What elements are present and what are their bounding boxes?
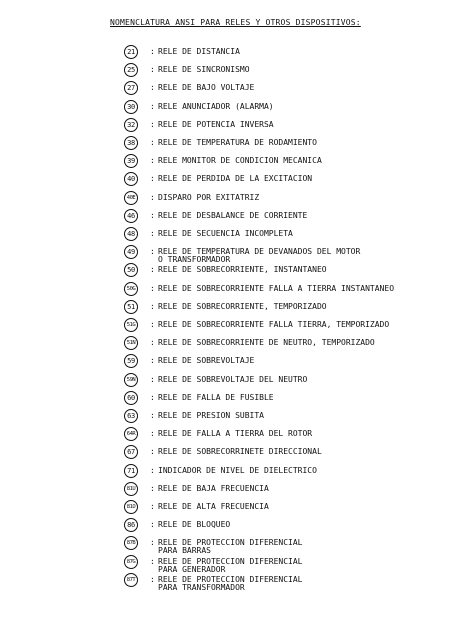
- relay-list-item: [0, 81, 474, 99]
- device-description: RELE DE SOBRECORRIENTE FALLA TIERRA, TEMPORIZADO: [158, 320, 390, 329]
- relay-list-item: [0, 336, 474, 354]
- device-description: RELE DE PROTECCION DIFERENCIAL: [158, 538, 303, 548]
- device-number-circle: 50G: [124, 282, 138, 296]
- device-description: RELE DE SOBRECORRIENTE, INSTANTANEO: [158, 265, 327, 275]
- device-number-circle: 81U: [124, 482, 138, 496]
- device-description: RELE ANUNCIADOR (ALARMA): [158, 101, 274, 111]
- relay-list-item: [0, 263, 474, 281]
- relay-list-item: [0, 427, 474, 445]
- relay-list-item: [0, 245, 474, 263]
- device-number-circle: 39: [124, 154, 138, 168]
- separator-colon: :: [150, 229, 155, 238]
- device-description: RELE DE SOBRECORRIENTE FALLA A TIERRA INSTANTANEO: [158, 283, 395, 293]
- device-number-circle: 81O: [124, 500, 138, 514]
- separator-colon: :: [150, 320, 155, 329]
- device-description: RELE DE FALLA A TIERRA DEL ROTOR: [158, 429, 313, 439]
- separator-colon: :: [150, 574, 155, 584]
- separator-colon: :: [150, 156, 155, 166]
- relay-list-item: [0, 482, 474, 500]
- separator-colon: :: [150, 374, 155, 384]
- relay-list-item: [0, 500, 474, 518]
- separator-colon: :: [150, 520, 155, 530]
- device-description: DISPARO POR EXITATRIZ: [158, 192, 260, 202]
- device-description-continued: O TRANSFORMADOR: [158, 255, 231, 265]
- separator-colon: :: [150, 192, 155, 202]
- relay-list-item: [0, 191, 474, 209]
- device-number-circle: 21: [124, 45, 138, 59]
- relay-list-item: [0, 318, 474, 336]
- device-description: RELE DE PROTECCION DIFERENCIAL: [158, 574, 303, 584]
- device-description: RELE DE BAJA FRECUENCIA: [158, 483, 269, 493]
- separator-colon: :: [150, 210, 155, 220]
- separator-colon: :: [150, 356, 155, 366]
- device-description: RELE DE SECUENCIA INCOMPLETA: [158, 229, 293, 238]
- device-description: RELE DE PROTECCION DIFERENCIAL: [158, 556, 303, 566]
- relay-list-item: [0, 136, 474, 154]
- device-number-circle: 64R: [124, 427, 138, 441]
- separator-colon: :: [150, 301, 155, 311]
- separator-colon: :: [150, 556, 155, 566]
- device-description: RELE DE PERDIDA DE LA EXCITACION: [158, 174, 313, 184]
- device-description-continued: PARA GENERADOR: [158, 564, 226, 574]
- device-description-continued: PARA BARRAS: [158, 546, 211, 556]
- device-description: RELE MONITOR DE CONDICION MECANICA: [158, 156, 322, 166]
- device-description: RELE DE DISTANCIA: [158, 47, 240, 56]
- separator-colon: :: [150, 465, 155, 475]
- separator-colon: :: [150, 247, 155, 257]
- device-number-circle: 51N: [124, 336, 138, 350]
- relay-list-item: [0, 300, 474, 318]
- document-title: NOMENCLATURA ANSI PARA RELES Y OTROS DISPOSITIVOS:: [110, 18, 361, 27]
- device-description-continued: PARA TRANSFORMADOR: [158, 582, 245, 592]
- device-number-circle: 46: [124, 209, 138, 223]
- device-description: RELE DE FALLA DE FUSIBLE: [158, 392, 274, 402]
- relay-list-item: [0, 373, 474, 391]
- device-description: RELE DE TEMPERATURA DE DEVANADOS DEL MOTOR: [158, 247, 361, 257]
- device-description: RELE DE BLOQUEO: [158, 520, 231, 530]
- relay-list-item: [0, 63, 474, 81]
- separator-colon: :: [150, 483, 155, 493]
- separator-colon: :: [150, 119, 155, 129]
- device-number-circle: 25: [124, 63, 138, 77]
- relay-list-item: [0, 445, 474, 463]
- separator-colon: :: [150, 265, 155, 275]
- separator-colon: :: [150, 65, 155, 75]
- device-number-circle: 71: [124, 464, 138, 478]
- relay-list-item: [0, 282, 474, 300]
- separator-colon: :: [150, 411, 155, 420]
- device-number-circle: 32: [124, 118, 138, 132]
- separator-colon: :: [150, 429, 155, 439]
- relay-list-item: [0, 172, 474, 190]
- device-description: INDICADOR DE NIVEL DE DIELECTRICO: [158, 465, 317, 475]
- separator-colon: :: [150, 174, 155, 184]
- device-number-circle: 86: [124, 518, 138, 532]
- separator-colon: :: [150, 138, 155, 147]
- separator-colon: :: [150, 338, 155, 348]
- separator-colon: :: [150, 83, 155, 93]
- device-number-circle: 48: [124, 227, 138, 241]
- device-description: RELE DE BAJO VOLTAJE: [158, 83, 255, 93]
- relay-list-item: [0, 100, 474, 118]
- relay-list-item: [0, 391, 474, 409]
- device-number-circle: 27: [124, 81, 138, 95]
- device-number-circle: 63: [124, 409, 138, 423]
- relay-list-item: [0, 154, 474, 172]
- separator-colon: :: [150, 283, 155, 293]
- relay-list-item: [0, 518, 474, 536]
- device-number-circle: 67: [124, 445, 138, 459]
- device-number-circle: 87B: [124, 536, 138, 550]
- device-description: RELE DE POTENCIA INVERSA: [158, 119, 274, 129]
- separator-colon: :: [150, 447, 155, 457]
- device-number-circle: 49: [124, 245, 138, 259]
- relay-list-item: [0, 464, 474, 482]
- separator-colon: :: [150, 47, 155, 56]
- relay-list-item: [0, 555, 474, 573]
- relay-list-item: [0, 45, 474, 63]
- device-description: RELE DE SOBRECORRIENTE DE NEUTRO, TEMPORIZADO: [158, 338, 375, 348]
- relay-list-item: [0, 118, 474, 136]
- device-number-circle: 60: [124, 391, 138, 405]
- device-description: RELE DE TEMPERATURA DE RODAMIENTO: [158, 138, 317, 147]
- relay-list-item: [0, 409, 474, 427]
- device-number-circle: 40E: [124, 191, 138, 205]
- relay-list-item: [0, 573, 474, 591]
- device-number-circle: 87G: [124, 555, 138, 569]
- separator-colon: :: [150, 502, 155, 511]
- relay-list-item: [0, 209, 474, 227]
- device-description: RELE DE ALTA FRECUENCIA: [158, 502, 269, 511]
- separator-colon: :: [150, 392, 155, 402]
- device-description: RELE DE SOBREVOLTAJE: [158, 356, 255, 366]
- device-number-circle: 51: [124, 300, 138, 314]
- device-number-circle: 30: [124, 100, 138, 114]
- device-number-circle: 59: [124, 354, 138, 368]
- relay-list-item: [0, 536, 474, 554]
- device-description: RELE DE SINCRONISMO: [158, 65, 250, 75]
- relay-list-item: [0, 354, 474, 372]
- device-number-circle: 87T: [124, 573, 138, 587]
- device-number-circle: 50: [124, 263, 138, 277]
- separator-colon: :: [150, 538, 155, 548]
- device-description: RELE DE PRESION SUBITA: [158, 411, 264, 420]
- relay-list-item: [0, 227, 474, 245]
- device-number-circle: 59N: [124, 373, 138, 387]
- device-description: RELE DE SOBRECORRINETE DIRECCIONAL: [158, 447, 322, 457]
- device-description: RELE DE SOBRECORRIENTE, TEMPORIZADO: [158, 301, 327, 311]
- separator-colon: :: [150, 101, 155, 111]
- device-number-circle: 40: [124, 172, 138, 186]
- device-number-circle: 51G: [124, 318, 138, 332]
- device-number-circle: 38: [124, 136, 138, 150]
- device-description: RELE DE SOBREVOLTAJE DEL NEUTRO: [158, 374, 308, 384]
- device-description: RELE DE DESBALANCE DE CORRIENTE: [158, 210, 308, 220]
